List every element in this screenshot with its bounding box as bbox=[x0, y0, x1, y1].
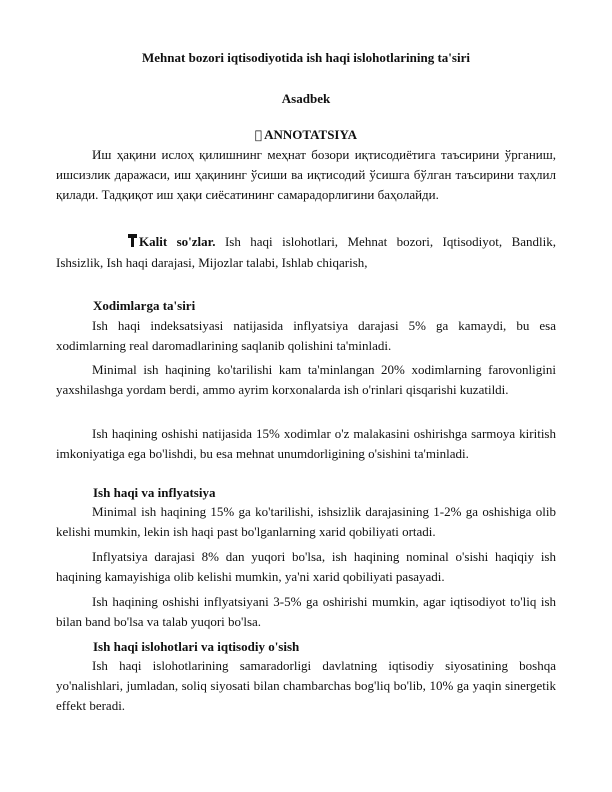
section-paragraph: Inflyatsiya darajasi 8% dan yuqori bo'lsa, ish haqining nominal o'sishi haqiqiy ish haqining kamayishiga olib kelishi mumkin, ya'ni xarid qobiliyati pasayadi. bbox=[56, 549, 556, 584]
section-paragraph: Ish haqining oshishi natijasida 15% xodimlar o'z malakasini oshirishga sarmoya kiritish imkoniyatiga ega bo'lishdi, bu esa mehnat unumdorligining o'sishini ta'minladi. bbox=[56, 426, 556, 461]
pin-icon bbox=[92, 233, 137, 253]
pin-icon-graphic bbox=[128, 234, 137, 247]
section-heading: Ish haqi islohotlari va iqtisodiy o'sish bbox=[93, 639, 300, 654]
keywords-text: Ish haqi islohotlari, Mehnat bozori, Iqtisodiyot, Bandlik, Ishsizlik, Ish haqi darajasi, Mijozlar talabi, Ishlab chiqarish, bbox=[56, 234, 556, 270]
annotation-heading-label: ANNOTATSIYA bbox=[260, 127, 354, 142]
bullet-icon bbox=[255, 128, 262, 142]
annotation-text: Иш ҳақини ислоҳ қилишнинг меҳнат бозори иқтисодиётига таъсирини ўрганиш, ишсизлик даражаси, иш ҳақининг ўсиши ва иқтисодий ўсишга бўлган таъсирини таҳлил қилади. Тадқиқот иш ҳақи сиёсатининг самарадорлигини баҳолайди. bbox=[56, 147, 556, 202]
section-paragraph: Ish haqining oshishi inflyatsiyani 3-5% ga oshirishi mumkin, agar iqtisodiyot to'liq ish bilan band bo'lsa va talab yuqori bo'lsa. bbox=[56, 594, 556, 629]
section-paragraph: Ish haqi indeksatsiyasi natijasida inflyatsiya darajasi 5% ga kamaydi, bu esa xodimlarning real daromadlarining saqlanib qolishini ta'minladi. bbox=[56, 318, 556, 353]
annotation-heading bbox=[56, 125, 556, 145]
keywords-label: Kalit so'zlar. bbox=[139, 234, 216, 249]
section-heading: Xodimlarga ta'siri bbox=[93, 298, 196, 313]
section-heading: Ish haqi va inflyatsiya bbox=[93, 485, 216, 500]
section-paragraph: Minimal ish haqining 15% ga ko'tarilishi, ishsizlik darajasining 1-2% ga oshishiga olib kelishi mumkin, lekin ish haqi past bo'lganlarning xarid qobiliyati ortadi. bbox=[56, 504, 556, 539]
author-name: Asadbek bbox=[281, 91, 331, 106]
document-title: Mehnat bozori iqtisodiyotida ish haqi islohotlarining ta'siri bbox=[142, 50, 470, 65]
section-paragraph: Ish haqi islohotlarining samaradorligi davlatning iqtisodiy siyosatining boshqa yo'nalishlari, jumladan, soliq siyosati bilan chambarchas bog'liq bo'lib, 10% ga yaqin sinergetik effekt beradi. bbox=[56, 658, 556, 713]
section-paragraph: Minimal ish haqining ko'tarilishi kam ta'minlangan 20% xodimlarning farovonligini yaxshilashga yordam berdi, ammo ayrim korxonalarda ish o'rinlari qisqarishi kuzatildi. bbox=[56, 362, 556, 397]
keywords-paragraph bbox=[56, 232, 556, 273]
